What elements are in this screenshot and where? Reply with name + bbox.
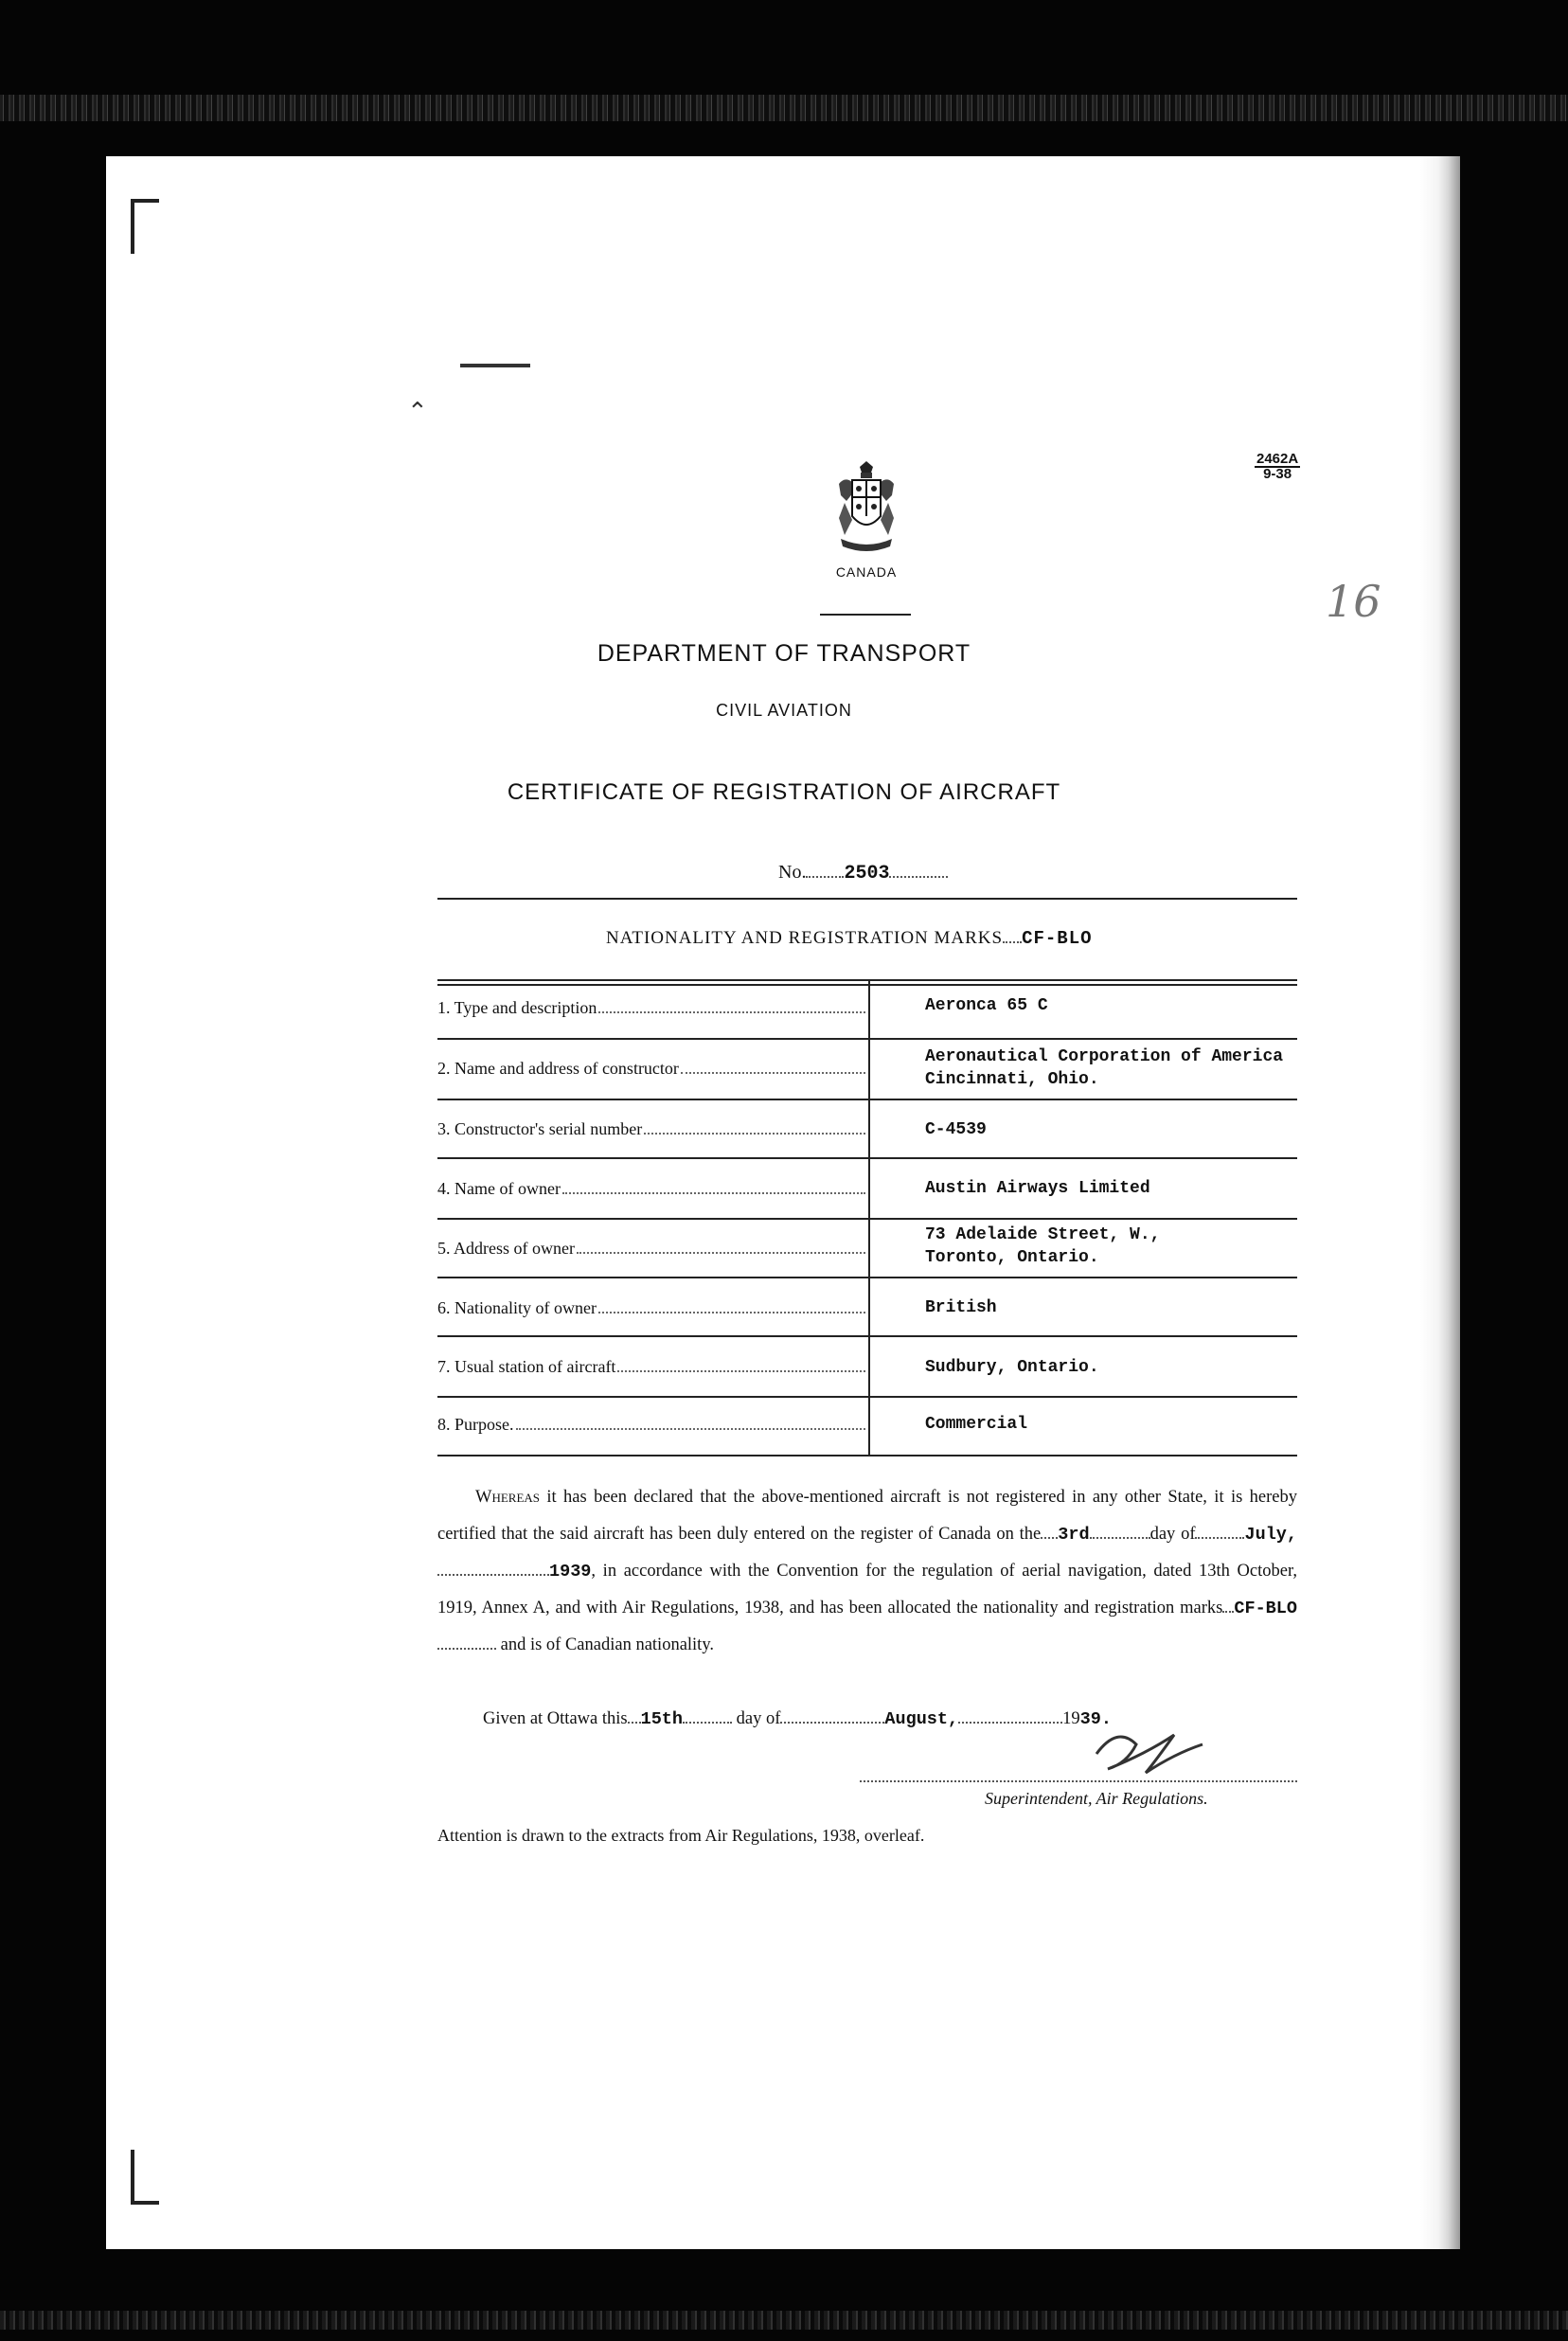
divider (437, 984, 1297, 986)
coat-of-arms-icon (833, 459, 900, 556)
field-value: Aeronautical Corporation of America Cincinnati, Ohio. (925, 1047, 1284, 1089)
declaration-paragraph: Whereas it has been declared that the above-mentioned aircraft is not registered in any other State, it is hereby certified that the said aircraft has been duly entered on the register of Canada on the 3rd day of July,1939, in accordance with the Convention for the regulation of aerial navigation, dated 13th October, 1919, Annex A, and with Air Regulations, 1938, and has been allocated the nationality and registration marks CF-BLO and is of Canadian nationality. (437, 1488, 1298, 1654)
divider (437, 1396, 1297, 1398)
field-label: 6. Nationality of owner (437, 1298, 865, 1318)
field-label: 1. Type and description (437, 998, 865, 1018)
divider (437, 1335, 1297, 1337)
divider (437, 1038, 1297, 1040)
nationality-marks-value: CF-BLO (1022, 928, 1093, 949)
field-value: Austin Airways Limited (925, 1179, 1150, 1198)
handwritten-number: 16 (1326, 576, 1381, 627)
signature-title: Superintendent, Air Regulations. (985, 1789, 1208, 1808)
field-value: Sudbury, Ontario. (925, 1358, 1099, 1377)
divider (437, 979, 1297, 981)
signature-line (860, 1780, 1297, 1782)
field-value: C-4539 (925, 1120, 987, 1139)
signature (1089, 1716, 1212, 1782)
field-label: 4. Name of owner (437, 1179, 865, 1199)
certificate-number (778, 862, 948, 885)
divider (437, 1099, 1297, 1100)
field-label: 3. Constructor's serial number (437, 1119, 865, 1139)
field-label: 8. Purpose. (437, 1415, 865, 1435)
field-label: 5. Address of owner (437, 1239, 865, 1259)
certificate-title: CERTIFICATE OF REGISTRATION OF AIRCRAFT (507, 779, 1061, 805)
given-at-line: Given at Ottawa this 15th day of August, 1939. (483, 1709, 1112, 1729)
crest-label: CANADA (835, 564, 898, 580)
page-edge-shadow (1420, 156, 1460, 2249)
department-heading: DEPARTMENT OF TRANSPORT (597, 640, 971, 667)
caret-mark-icon: ⌃ (407, 398, 428, 425)
divider (437, 1218, 1297, 1220)
number-label: No. (778, 862, 807, 883)
number-value: 2503 (844, 863, 890, 885)
field-value: Commercial (925, 1415, 1028, 1434)
form-number: 2462A (1256, 451, 1299, 467)
nationality-marks-line (606, 928, 1093, 949)
scan-border-bottom (0, 2311, 1568, 2330)
ink-mark (460, 364, 530, 367)
scan-border-top (0, 95, 1568, 121)
divider (437, 1157, 1297, 1159)
divider (820, 614, 911, 616)
field-value: Aeronca 65 C (925, 996, 1048, 1015)
field-value: 73 Adelaide Street, W., Toronto, Ontario. (925, 1225, 1161, 1267)
divider (437, 898, 1297, 900)
nationality-label: NATIONALITY AND REGISTRATION MARKS (606, 928, 1004, 948)
field-label: 2. Name and address of constructor (437, 1059, 865, 1079)
field-value: British (925, 1298, 997, 1317)
attention-note: Attention is drawn to the extracts from Air Regulations, 1938, overleaf. (437, 1826, 925, 1845)
form-code (1255, 453, 1300, 481)
crop-mark-top-left (131, 199, 159, 254)
form-date: 9-38 (1263, 466, 1292, 482)
field-label: 7. Usual station of aircraft (437, 1357, 865, 1377)
divider (437, 1277, 1297, 1278)
division-heading: CIVIL AVIATION (716, 701, 852, 720)
crop-mark-bottom-left (131, 2150, 159, 2205)
divider (437, 1455, 1297, 1456)
